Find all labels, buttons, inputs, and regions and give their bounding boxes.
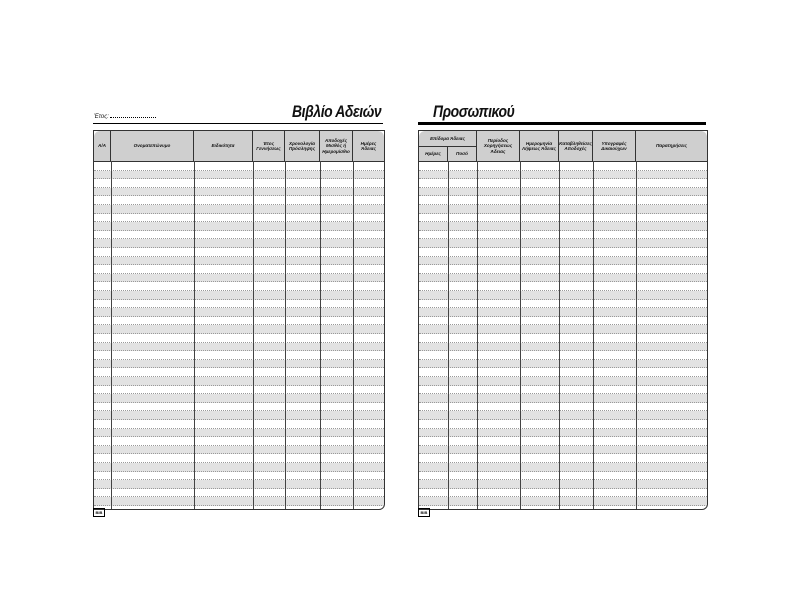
table-row xyxy=(94,334,384,343)
page-title-right: Προσωπικού xyxy=(433,102,515,121)
table-row xyxy=(94,239,384,248)
table-row xyxy=(419,429,707,438)
table-row xyxy=(419,368,707,377)
table-row xyxy=(94,257,384,266)
table-row xyxy=(94,394,384,403)
table-row xyxy=(419,300,707,309)
table-row xyxy=(419,360,707,369)
col-signatures: Υπογραφές Δικαιούχων xyxy=(593,131,636,161)
table-row xyxy=(94,291,384,300)
table-row xyxy=(94,274,384,283)
column-divider xyxy=(285,161,286,509)
top-rule-left xyxy=(93,123,383,124)
table-row xyxy=(419,162,707,171)
table-row xyxy=(94,472,384,481)
table-row xyxy=(419,377,707,386)
table-row xyxy=(94,489,384,498)
column-divider xyxy=(477,161,478,509)
col-paid-wages: Καταβληθείσες Αποδοχές xyxy=(559,131,593,161)
col-leave-days: Ημέρες Άδειας xyxy=(360,140,377,151)
table-row xyxy=(419,489,707,498)
table-row xyxy=(94,437,384,446)
column-divider xyxy=(448,161,449,509)
table-row xyxy=(419,463,707,472)
table-row xyxy=(94,411,384,420)
column-divider xyxy=(320,161,321,509)
table-row xyxy=(419,196,707,205)
table-row xyxy=(419,437,707,446)
table-row xyxy=(419,325,707,334)
col-remarks: Παρατηρήσεις xyxy=(655,143,687,149)
table-row xyxy=(94,403,384,412)
table-row xyxy=(419,188,707,197)
table-row xyxy=(419,257,707,266)
table-row xyxy=(419,222,707,231)
column-divider xyxy=(636,161,637,509)
table-row xyxy=(419,351,707,360)
col-birth-year: Έτος Γεννήσεως xyxy=(253,131,285,161)
table-row xyxy=(419,179,707,188)
table-row xyxy=(94,205,384,214)
table-row xyxy=(94,196,384,205)
table-row xyxy=(419,343,707,352)
column-divider xyxy=(593,161,594,509)
table-row xyxy=(419,308,707,317)
right-table xyxy=(418,130,708,510)
left-table-header xyxy=(94,131,384,162)
right-table-header xyxy=(419,131,707,162)
table-row xyxy=(419,231,707,240)
table-row xyxy=(419,420,707,429)
table-row xyxy=(94,497,384,506)
column-divider xyxy=(111,161,112,509)
table-row xyxy=(94,282,384,291)
table-row xyxy=(94,446,384,455)
table-row xyxy=(419,274,707,283)
table-row xyxy=(419,386,707,395)
table-row xyxy=(94,351,384,360)
col-leave-period: Περίοδος Χορηγήσεως Άδειας xyxy=(477,131,520,161)
table-row xyxy=(94,429,384,438)
table-row xyxy=(94,343,384,352)
table-row xyxy=(419,411,707,420)
col-wages: Αποδοχές Μισθός ή Ημερομίσθιο xyxy=(320,131,353,161)
table-row xyxy=(94,265,384,274)
table-row xyxy=(419,403,707,412)
table-row xyxy=(419,497,707,506)
table-row xyxy=(419,205,707,214)
col-allowance-amount: Ποσό xyxy=(448,146,477,161)
table-row xyxy=(419,454,707,463)
table-row xyxy=(94,222,384,231)
col-aa: Α/Α xyxy=(94,131,111,161)
table-row xyxy=(94,480,384,489)
year-line xyxy=(110,117,156,118)
table-row xyxy=(419,472,707,481)
table-row xyxy=(94,231,384,240)
year-label: Έτος xyxy=(94,114,108,120)
page-title-left: Βιβλίο Αδειών xyxy=(292,102,382,121)
table-row xyxy=(94,368,384,377)
table-row xyxy=(419,265,707,274)
table-row xyxy=(419,394,707,403)
left-table xyxy=(93,130,385,510)
table-row xyxy=(419,214,707,223)
column-divider xyxy=(559,161,560,509)
column-divider xyxy=(520,161,521,509)
table-row xyxy=(94,162,384,171)
col-leave-date: Ημερομηνία Λήψεως Άδειας xyxy=(520,131,559,161)
publisher-logo-left: ΒΙΒ xyxy=(93,508,105,517)
table-row xyxy=(94,300,384,309)
table-row xyxy=(94,360,384,369)
table-row xyxy=(94,454,384,463)
table-row xyxy=(94,325,384,334)
table-row xyxy=(94,179,384,188)
table-row xyxy=(419,239,707,248)
table-row xyxy=(419,480,707,489)
col-allowance-days: Ημέρες xyxy=(419,146,448,161)
table-row xyxy=(419,171,707,180)
table-row xyxy=(419,282,707,291)
table-row xyxy=(94,386,384,395)
table-row xyxy=(94,308,384,317)
column-divider xyxy=(353,161,354,509)
table-row xyxy=(94,214,384,223)
table-row xyxy=(94,248,384,257)
top-rule-right xyxy=(418,122,706,125)
column-divider xyxy=(194,161,195,509)
year-field: Έτος: xyxy=(94,114,156,120)
table-row xyxy=(419,334,707,343)
table-row xyxy=(94,188,384,197)
table-row xyxy=(94,463,384,472)
table-row xyxy=(419,446,707,455)
publisher-logo-right: ΒΙΒ xyxy=(418,508,430,517)
table-row xyxy=(419,248,707,257)
col-hire-date: Χρονολογία Πρόσληψης xyxy=(285,131,320,161)
table-row xyxy=(94,377,384,386)
table-row xyxy=(419,317,707,326)
col-specialty: Ειδικότητα xyxy=(194,131,253,161)
col-name: Ονοματεπώνυμο xyxy=(111,131,194,161)
table-row xyxy=(419,291,707,300)
table-row xyxy=(94,420,384,429)
column-divider xyxy=(253,161,254,509)
col-leave-allowance: Επίδομα Άδειας xyxy=(419,131,477,146)
table-row xyxy=(94,317,384,326)
table-row xyxy=(94,171,384,180)
